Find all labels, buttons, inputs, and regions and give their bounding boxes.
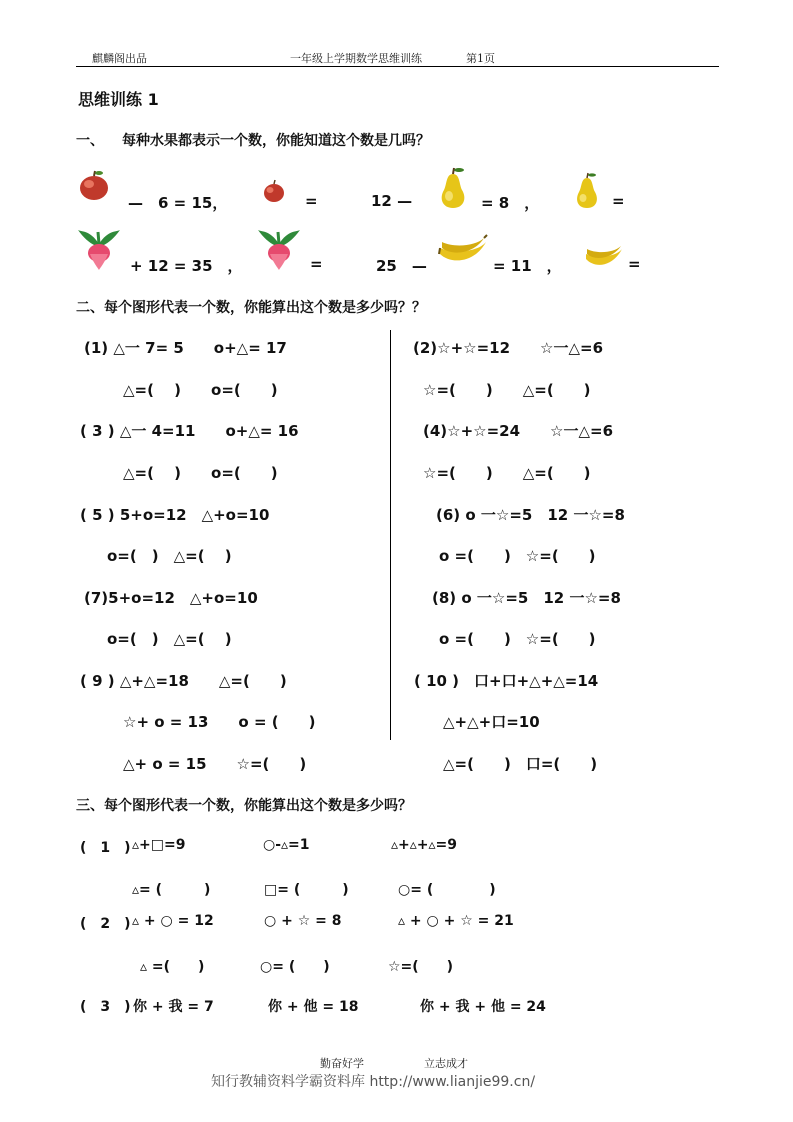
pear-icon [572,172,602,210]
apple-icon [262,178,286,204]
q3-label: ( 3 ) [80,999,131,1015]
s2-left-line: △+ o = 15 ☆=( ) [123,755,307,773]
header-publisher: 麒麟阁出品 [92,52,147,65]
s2-right-line: ☆=( ) △=( ) [423,381,591,399]
q1-ans-b: □= ( ) [264,882,349,898]
q1-eq-b: ○-▵=1 [263,837,310,853]
radish-icon [76,226,122,270]
s2-right-line: ( 10 ) 口+口+△+△=14 [414,672,599,690]
header-page-number: 第1页 [466,52,495,65]
q2-eq-c: ▵ + ○ + ☆ = 21 [398,913,514,929]
row1-eq4: = [612,192,625,210]
footer-motto-left: 勤奋好学 [320,1057,364,1070]
s2-right-line: (8) o 一☆=5 12 一☆=8 [432,589,621,607]
q1-label: ( 1 ) [80,840,131,856]
watermark: 知行教辅资料学霸资料库 http://www.lianjie99.cn/ [211,1074,536,1090]
s2-left-line: △=( ) o=( ) [123,381,278,399]
q1-ans-c: ○= ( ) [398,882,496,898]
s2-left-line: △=( ) o=( ) [123,464,278,482]
q3-eq-c: 你 + 我 + 他 = 24 [420,999,546,1015]
banana-icon [438,234,488,268]
q2-ans-b: ○= ( ) [260,959,330,975]
row2-eq3-left: 25 — [376,257,427,275]
q2-label: ( 2 ) [80,916,131,932]
s2-right-line: o =( ) ☆=( ) [439,547,596,565]
row1-eq3-right: = 8 ， [481,194,540,212]
s2-right-line: o =( ) ☆=( ) [439,630,596,648]
q1-eq-a: ▵+□=9 [132,837,186,853]
row2-eq3-right: = 11 ， [493,257,562,275]
s2-left-line: ( 9 ) △+△=18 △=( ) [80,672,287,690]
header-rule [76,66,719,67]
banana-icon [584,243,624,271]
q2-eq-b: ○ + ☆ = 8 [264,913,342,929]
page-title: 思维训练 1 [78,90,159,109]
section2-heading: 二、每个图形代表一个数，你能算出这个数是多少吗？？ [76,300,426,316]
s2-left-line: ☆+ o = 13 o = ( ) [123,713,316,731]
row1-eq2: = [305,192,318,210]
s2-left-line: ( 3 ) △一 4=11 o+△= 16 [80,422,299,440]
apple-icon [78,168,110,202]
s2-right-line: (6) o 一☆=5 12 一☆=8 [436,506,625,524]
s2-left-line: ( 5 ) 5+o=12 △+o=10 [80,506,270,524]
q2-eq-a: ▵ + ○ = 12 [132,913,214,929]
s2-left-line: (7)5+o=12 △+o=10 [84,589,258,607]
q2-ans-a: ▵ =( ) [140,959,205,975]
s2-left-line: o=( ) △=( ) [107,630,232,648]
q2-ans-c: ☆=( ) [388,959,454,975]
q1-ans-a: ▵= ( ) [132,882,211,898]
row1-eq3-left: 12 — [371,192,413,210]
section1-heading: 每种水果都表示一个数，你能知道这个数是几吗？ [122,133,430,149]
s2-right-line: ☆=( ) △=( ) [423,464,591,482]
column-divider [390,330,391,740]
radish-icon [256,226,302,270]
q3-eq-b: 你 + 他 = 18 [268,999,359,1015]
s2-right-line: △=( ) 口=( ) [443,755,598,773]
row2-eq4: = [628,255,641,273]
q3-eq-a: 你 + 我 = 7 [133,999,214,1015]
row2-eq2: = [310,255,323,273]
s2-right-line: (4)☆+☆=24 ☆一△=6 [423,422,614,440]
s2-right-line: △+△+口=10 [443,713,540,731]
s2-right-line: (2)☆+☆=12 ☆一△=6 [413,339,604,357]
s2-left-line: (1) △一 7= 5 o+△= 17 [84,339,287,357]
row2-eq1: + 12 = 35 ， [130,257,243,275]
section1-number: 一、 [76,133,104,149]
pear-icon [436,166,470,210]
footer-motto-right: 立志成才 [424,1057,468,1070]
s2-left-line: o=( ) △=( ) [107,547,232,565]
q1-eq-c: ▵+▵+▵=9 [391,837,458,853]
row1-eq1: — 6 = 15， [128,194,228,212]
header-title: 一年级上学期数学思维训练 [290,52,422,65]
section3-heading: 三、每个图形代表一个数，你能算出这个数是多少吗？ [76,798,412,814]
